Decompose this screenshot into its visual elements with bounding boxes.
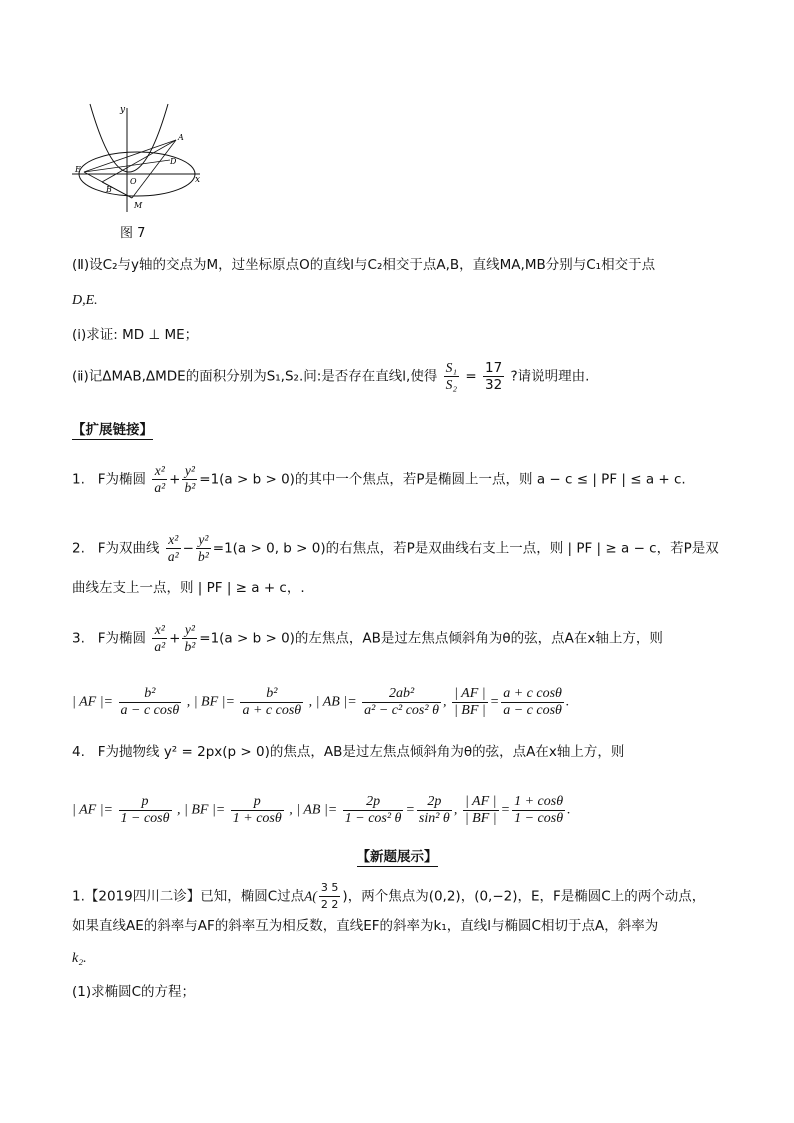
label-x: x — [195, 175, 201, 185]
q1-pre: 1.【2019四川二诊】已知，椭圆C过点 — [72, 888, 305, 905]
q1-post: )，两个焦点为(0,2)，(0,−2)，E，F是椭圆C上的两个动点， — [342, 888, 706, 905]
frac-den: 32 — [484, 377, 503, 393]
frac-x2-a2: $\frac{\text{x²}}{\text{a²}}$ — [154, 622, 166, 654]
part2-line2: D,E. — [72, 293, 98, 308]
label-o: O — [130, 177, 137, 186]
bf-frac: $\frac{\text{b²}}{\text{a + c cosθ}}$ — [242, 686, 302, 718]
part2-i: (ⅰ)求证: MD ⊥ ME； — [72, 327, 199, 343]
ext-item-2: 2. F为双曲线 $\frac{\text{x²}}{\text{a²}}$ − $\frac{\text{y²}}{\text{b²}}$ =1(a > 0, b > 0)的右焦点，若P是双曲线右支上一点，则 | PF | ≥ a − c，若P是双 — [72, 532, 719, 564]
af-frac: $\frac{\text{b²}}{\text{a − c cosθ}}$ — [120, 686, 180, 718]
equals: = — [405, 802, 415, 818]
ext-item-2-cont: 曲线左支上一点，则 | PF | ≥ a + c，. — [72, 580, 305, 596]
ext-item-4 — [72, 742, 624, 762]
item-number: 4. — [72, 744, 85, 760]
bf-label: , | BF |= — [177, 802, 226, 818]
frac-num: 17 — [484, 360, 503, 376]
item-pre: F为双曲线 — [97, 540, 160, 557]
af-label: | AF |= — [72, 694, 113, 710]
sin-frac: $\frac{2p}{\text{sin² θ}}$ — [418, 794, 450, 826]
q1-line4: (1)求椭圆C的方程； — [72, 984, 196, 1000]
frac-y2-b2: $\frac{\text{y²}}{\text{b²}}$ — [197, 532, 209, 564]
ratio-frac: $\frac{| AF |}{| BF |}$ — [453, 686, 486, 718]
ratio-17-32 — [483, 360, 504, 393]
ratio-frac: $\frac{| AF |}{| BF |}$ — [464, 794, 497, 826]
af-label: | AF |= — [72, 802, 113, 818]
label-b: B — [106, 185, 112, 194]
ab-label: , | AB |= — [308, 694, 357, 710]
frac-y2-b2: $\frac{\text{y²}}{\text{b²}}$ — [184, 463, 196, 495]
ratio-s1-s2 — [444, 360, 459, 393]
part2-ii — [72, 360, 589, 393]
item-text: F为抛物线 y² = 2px(p > 0)的焦点，AB是过左焦点倾斜角为θ的弦，点A在x轴上方，则 — [97, 744, 625, 760]
af-frac: $\frac{p}{1 - \cos\theta}$ — [120, 794, 170, 826]
end-dot: . — [567, 802, 571, 818]
frac-den: S₂ — [445, 377, 458, 392]
part2-line1: (Ⅱ)设C₂与y轴的交点为M，过坐标原点O的直线l与C₂相交于点A,B，直线MA,MB分别与C₁相交于点 — [72, 257, 656, 273]
q1-line1 — [72, 880, 705, 913]
point-a: A( — [304, 888, 317, 904]
item-post: =1(a > 0, b > 0)的右焦点，若P是双曲线右支上一点，则 | PF | ≥ a − c，若P是双 — [212, 540, 719, 557]
ab-frac: $\frac{2p}{\text{1 − cos² θ}}$ — [344, 794, 402, 826]
item-number: 2. — [72, 540, 85, 557]
frac-x2-a2: $\frac{\text{x²}}{\text{a²}}$ — [154, 463, 166, 495]
item-post: =1(a > b > 0)的左焦点，AB是过左焦点倾斜角为θ的弦，点A在x轴上方，则 — [199, 630, 663, 647]
line-ma — [132, 140, 176, 198]
new-header-text: 【新题展示】 — [356, 849, 438, 865]
figure-caption: 图 7 — [120, 226, 146, 241]
label-a: A — [178, 133, 184, 142]
ext-header — [72, 420, 153, 440]
equals: = — [465, 368, 477, 385]
item-post: =1(a > b > 0)的其中一个焦点，若P是椭圆上一点，则 a − c ≤ | PF | ≤ a + c. — [199, 471, 686, 488]
q1-line3: k₂. — [72, 951, 87, 966]
part2-ii-post: ?请说明理由. — [510, 368, 590, 385]
ab-frac: $\frac{\text{2ab²}}{\text{a² − c² cos² θ}}$ — [364, 686, 439, 718]
frac-y2-b2: $\frac{\text{y²}}{\text{b²}}$ — [184, 622, 196, 654]
formula-4: | AF |= $\frac{p}{1 - \cos\theta}$ , | BF |= $\frac{p}{1 + \cos\theta}$ , | AB |= $\frac{2p}{\text{1 − cos² θ}}$ = $\frac{2p}{\text{sin² θ}}$ , $\frac{| AF |}{| BF |}$ = $\frac{1 + \cos\theta}{1 - \cos\theta}$ . — [72, 794, 571, 826]
ext-header-text: 【扩展链接】 — [72, 422, 153, 438]
line-ae — [84, 140, 176, 172]
item-number: 1. — [72, 471, 85, 488]
bf-label: , | BF |= — [186, 694, 235, 710]
part2-ii-pre: (ⅱ)记ΔMAB,ΔMDE的面积分别为S₁,S₂.问:是否存在直线l,使得 — [72, 368, 438, 385]
ext-item-1: 1. F为椭圆 $\frac{\text{x²}}{\text{a²}}$ + $\frac{\text{y²}}{\text{b²}}$ =1(a > b > 0)的其中一个焦点，若P是椭圆上一点，则 a − c ≤ | PF | ≤ a + c. — [72, 463, 686, 495]
label-e: E — [75, 165, 81, 174]
point-frac: $\frac{3 5}{2 2}$ — [320, 881, 339, 911]
formula-3: | AF |= $\frac{\text{b²}}{\text{a − c cosθ}}$ , | BF |= $\frac{\text{b²}}{\text{a + c cosθ}}$ , | AB |= $\frac{\text{2ab²}}{\text{a² − c² cos² θ}}$ , $\frac{| AF |}{| BF |}$ = $\frac{\text{a + c cosθ}}{\text{a − c cosθ}}$ . — [72, 686, 570, 718]
new-header — [0, 845, 794, 865]
end-dot: . — [565, 694, 570, 710]
item-pre: F为椭圆 — [97, 630, 147, 647]
label-y: y — [120, 105, 126, 115]
ab-label: , | AB |= — [289, 802, 338, 818]
item-pre: F为椭圆 — [97, 471, 147, 488]
label-m: M — [134, 201, 143, 210]
result-frac: $\frac{\text{a + c cosθ}}{\text{a − c cosθ}}$ — [503, 686, 562, 718]
bf-frac: $\frac{p}{1 + \cos\theta}$ — [232, 794, 282, 826]
frac-x2-a2: $\frac{\text{x²}}{\text{a²}}$ — [167, 532, 179, 564]
result-frac: $\frac{1 + \cos\theta}{1 - \cos\theta}$ — [514, 794, 564, 826]
q1-line2: 如果直线AE的斜率与AF的斜率互为相反数，直线EF的斜率为k₁，直线l与椭圆C相切于点A，斜率为 — [72, 918, 659, 934]
ext-item-3: 3. F为椭圆 $\frac{\text{x²}}{\text{a²}}$ + $\frac{\text{y²}}{\text{b²}}$ =1(a > b > 0)的左焦点，AB是过左焦点倾斜角为θ的弦，点A在x轴上方，则 — [72, 622, 663, 654]
label-d: D — [170, 157, 177, 166]
figure-7 — [72, 100, 212, 240]
ellipse-parabola-diagram — [72, 100, 212, 220]
frac-num: S₁ — [445, 360, 458, 375]
item-number: 3. — [72, 630, 85, 647]
